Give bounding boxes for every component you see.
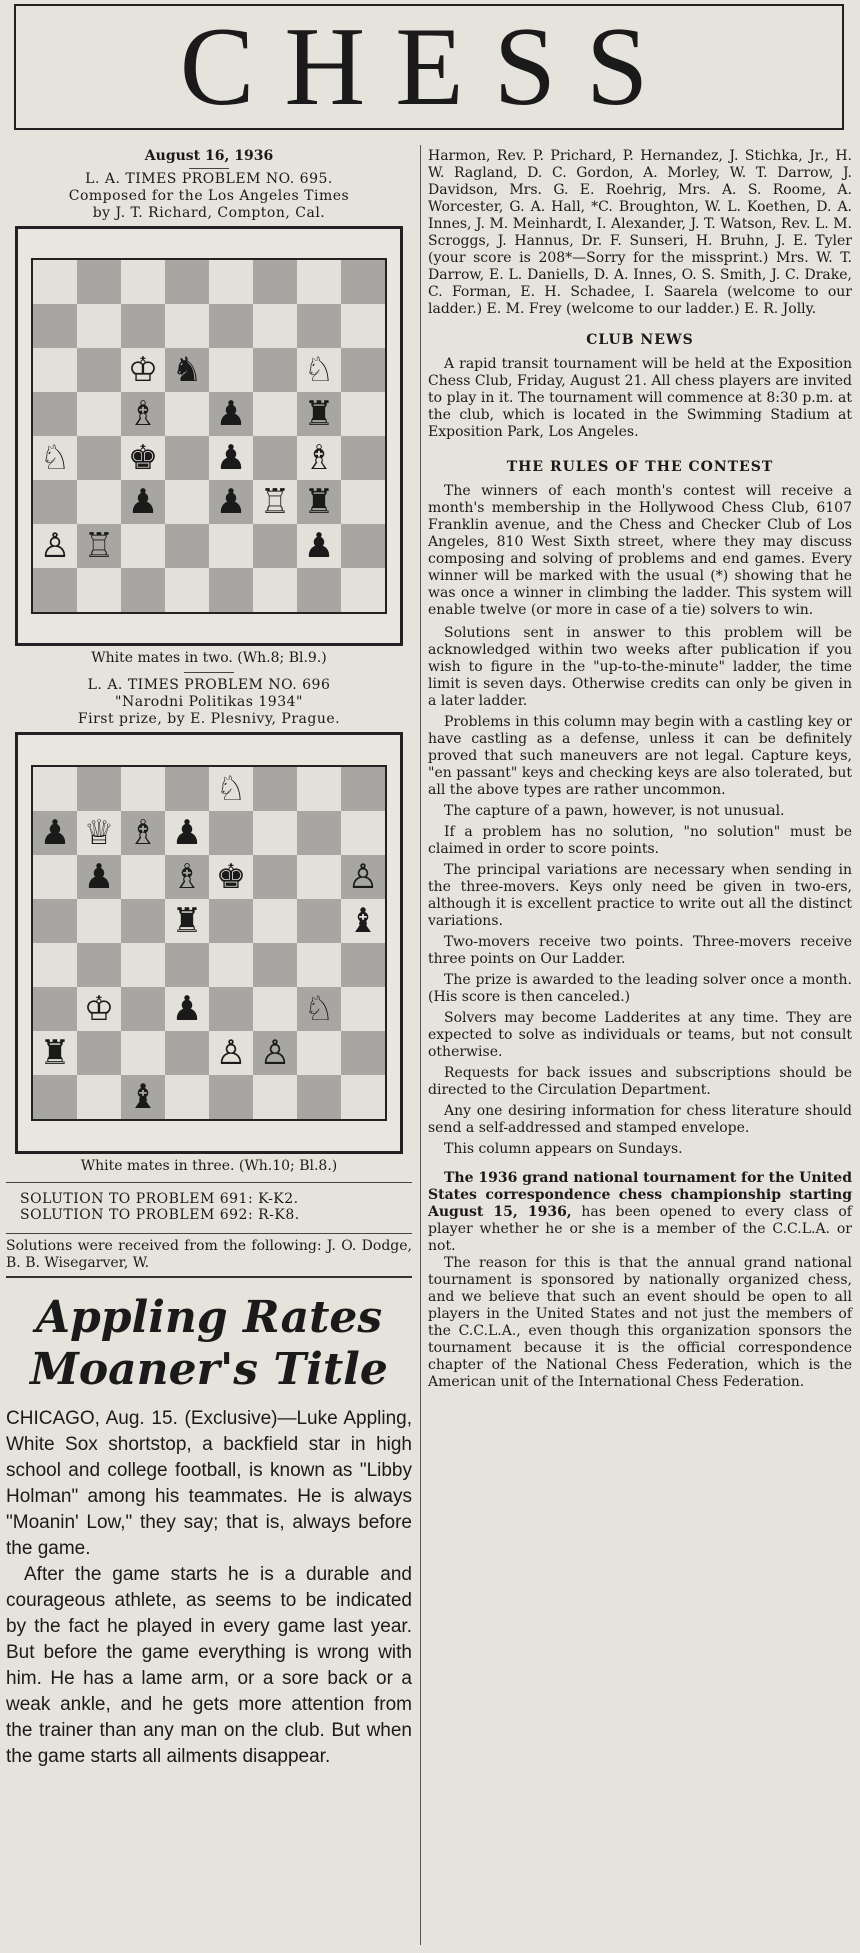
white-knight-icon: ♘ bbox=[297, 987, 341, 1031]
article-paragraph-2: After the game starts he is a durable and courageous athlete, as seems to be indicated by the fact he played in every game last year. But before the game everything is wrong with him. He has a lame arm, or a sore back or a weak ankle, and he gets more attention from the trainer than any man on the club. But when the game starts all ailments disappear. bbox=[6, 1564, 412, 1767]
light-square bbox=[77, 304, 121, 348]
black-bishop-icon: ♝ bbox=[341, 899, 385, 943]
dark-square bbox=[165, 1031, 209, 1075]
light-square bbox=[121, 1031, 165, 1075]
dark-square bbox=[77, 260, 121, 304]
white-pawn-icon: ♙ bbox=[341, 855, 385, 899]
rules-paragraph-1: The winners of each month's contest will receive a month's membership in the Hollywood Chess Club, 6107 Franklin avenue, and the Chess and Checker Club of Los Angeles, 810 West Sixth street, where they may discuss composing and solving of problems and end games. Every winner will be marked with the usual (*) showing that he was once a winner in climbing the ladder. This system will enable twelve (or more in case of a tie) solvers to win. bbox=[428, 483, 852, 618]
black-rook-icon: ♜ bbox=[297, 480, 341, 524]
light-square bbox=[341, 1075, 385, 1119]
light-square bbox=[297, 767, 341, 811]
dark-square bbox=[341, 436, 385, 480]
light-square bbox=[165, 568, 209, 612]
light-square bbox=[341, 987, 385, 1031]
light-square bbox=[253, 987, 297, 1031]
light-square bbox=[341, 568, 385, 612]
light-square bbox=[297, 855, 341, 899]
headline bbox=[6, 1292, 412, 1396]
problem-695-caption: White mates in two. (Wh.8; Bl.9.) bbox=[91, 650, 327, 666]
right-column bbox=[428, 148, 852, 1391]
light-square bbox=[33, 855, 77, 899]
dark-square bbox=[121, 899, 165, 943]
solutions-rule bbox=[6, 1182, 412, 1183]
light-square bbox=[165, 480, 209, 524]
white-bishop-icon: ♗ bbox=[297, 436, 341, 480]
dark-square bbox=[77, 767, 121, 811]
black-pawn-icon: ♟ bbox=[165, 811, 209, 855]
light-square bbox=[297, 943, 341, 987]
rules-title: THE RULES OF THE CONTEST bbox=[506, 459, 774, 475]
rules-paragraph-5: If a problem has no solution, "no solution" must be claimed in order to score points. bbox=[428, 824, 852, 857]
white-pawn-icon: ♙ bbox=[253, 1031, 297, 1075]
problem-695-diagram bbox=[15, 226, 403, 646]
light-square bbox=[121, 855, 165, 899]
club-news-text: A rapid transit tournament will be held at the Exposition Chess Club, Friday, August 21. All chess players are invited to play in it. The tournament will commence at 8:30 p.m. at the club, which is located in the Swimming Stadium at Exposition Park, Los Angeles. bbox=[428, 356, 852, 440]
light-square bbox=[209, 524, 253, 568]
date-rule bbox=[189, 168, 229, 169]
black-king-icon: ♚ bbox=[209, 855, 253, 899]
white-rook-icon: ♖ bbox=[77, 524, 121, 568]
light-square bbox=[297, 260, 341, 304]
tournament-lead: The 1936 grand national tournament for the United States correspondence chess championship starting August 15, 1936, bbox=[428, 1170, 852, 1220]
problem-696-credit-1: "Narodni Politikas 1934" bbox=[115, 694, 303, 710]
light-square bbox=[121, 767, 165, 811]
dark-square bbox=[209, 987, 253, 1031]
solvers-list-continued: Harmon, Rev. P. Prichard, P. Hernandez, J. Stichka, Jr., H. W. Ragland, D. C. Gordon, A. Morley, W. T. Darrow, J. Davidson, Mrs. G. E. Roehrig, Mrs. A. S. Roome, A. Worcester, G. A. Hall, *C. Broughton, W. L. Koethen, D. A. Innes, J. M. Meinhardt, I. Alexander, J. T. Watson, Rev. L. M. Scroggs, J. Hannus, Dr. F. Sunseri, H. Bruhn, J. E. Tyler (your score is 208*—Sorry for the missprint.) Mrs. W. T. Darrow, E. L. Daniells, D. A. Innes, O. S. Smith, J. C. Drake, C. Forman, E. H. Schadee, I. Saarela (welcome to our ladder.) E. M. Frey (welcome to our ladder.) E. R. Jolly. bbox=[428, 148, 852, 317]
tournament-paragraph-1 bbox=[428, 1170, 852, 1255]
solution-692: SOLUTION TO PROBLEM 692: R-K8. bbox=[20, 1207, 300, 1223]
light-square bbox=[77, 480, 121, 524]
left-column bbox=[6, 148, 412, 1770]
light-square bbox=[165, 304, 209, 348]
dark-square bbox=[121, 568, 165, 612]
dark-square bbox=[253, 767, 297, 811]
light-square bbox=[253, 568, 297, 612]
white-bishop-icon: ♗ bbox=[121, 392, 165, 436]
dark-square bbox=[121, 987, 165, 1031]
light-square bbox=[253, 811, 297, 855]
dark-square bbox=[341, 1031, 385, 1075]
dark-square bbox=[341, 348, 385, 392]
dark-square bbox=[297, 899, 341, 943]
light-square bbox=[253, 392, 297, 436]
light-square bbox=[33, 943, 77, 987]
problem-696-credit-2: First prize, by E. Plesnivy, Prague. bbox=[77, 711, 341, 727]
light-square bbox=[33, 767, 77, 811]
rules-paragraph-8: The prize is awarded to the leading solver once a month. (His score is then canceled.) bbox=[428, 972, 852, 1005]
masthead-title: CHESS bbox=[179, 5, 679, 129]
rules-paragraph-4: The capture of a pawn, however, is not unusual. bbox=[444, 803, 785, 819]
dark-square bbox=[341, 260, 385, 304]
light-square bbox=[77, 568, 121, 612]
light-square bbox=[341, 480, 385, 524]
column-rule bbox=[420, 145, 421, 1945]
black-pawn-icon: ♟ bbox=[33, 811, 77, 855]
black-pawn-icon: ♟ bbox=[77, 855, 121, 899]
dark-square bbox=[77, 348, 121, 392]
black-knight-icon: ♞ bbox=[165, 348, 209, 392]
dark-square bbox=[121, 304, 165, 348]
dark-square bbox=[77, 943, 121, 987]
white-king-icon: ♔ bbox=[77, 987, 121, 1031]
light-square bbox=[341, 304, 385, 348]
dark-square bbox=[165, 767, 209, 811]
appling-article bbox=[6, 1406, 412, 1770]
light-square bbox=[253, 899, 297, 943]
rules-paragraph-2: Solutions sent in answer to this problem will be acknowledged within two weeks after publication if you wish to figure in the "up-to-the-minute" ladder, the time limit is seven days. Otherwise credits can only be given in a later ladder. bbox=[428, 625, 852, 709]
article-paragraph-1: CHICAGO, Aug. 15. (Exclusive)—Luke Appling, White Sox shortstop, a backfield star in high school and college football, is known as "Libby Holman" among his teammates. He is always "Moanin' Low," they say; that is, always before the game. bbox=[6, 1408, 412, 1559]
problem-695-credit-2: by J. T. Richard, Compton, Cal. bbox=[92, 205, 326, 221]
dark-square bbox=[33, 899, 77, 943]
problem-696-diagram bbox=[15, 732, 403, 1154]
solvers-list-intro: Solutions were received from the following: J. O. Dodge, B. B. Wisegarver, W. bbox=[6, 1238, 412, 1278]
issue-date: August 16, 1936 bbox=[144, 148, 274, 164]
rules-paragraph-12: This column appears on Sundays. bbox=[444, 1141, 683, 1157]
dark-square bbox=[297, 1075, 341, 1119]
dark-square bbox=[297, 568, 341, 612]
white-bishop-icon: ♗ bbox=[165, 855, 209, 899]
black-pawn-icon: ♟ bbox=[121, 480, 165, 524]
rules-paragraph-10: Requests for back issues and subscriptions should be directed to the Circulation Department. bbox=[428, 1065, 852, 1098]
light-square bbox=[341, 392, 385, 436]
black-pawn-icon: ♟ bbox=[209, 392, 253, 436]
rules-paragraph-7: Two-movers receive two points. Three-movers receive three points on Our Ladder. bbox=[428, 934, 852, 967]
rules-paragraph-9: Solvers may become Ladderites at any time. They are expected to solve as individuals or teams, but not consult otherwise. bbox=[428, 1010, 852, 1060]
club-news-title: CLUB NEWS bbox=[586, 332, 694, 348]
problem-696-heading: L. A. TIMES PROBLEM NO. 696 bbox=[87, 677, 331, 693]
light-square bbox=[121, 943, 165, 987]
black-pawn-icon: ♟ bbox=[297, 524, 341, 568]
light-square bbox=[209, 260, 253, 304]
light-square bbox=[121, 260, 165, 304]
light-square bbox=[297, 1031, 341, 1075]
dark-square bbox=[33, 1075, 77, 1119]
white-pawn-icon: ♙ bbox=[33, 524, 77, 568]
light-square bbox=[341, 811, 385, 855]
dark-square bbox=[165, 524, 209, 568]
dark-square bbox=[297, 811, 341, 855]
problem-695-heading: L. A. TIMES PROBLEM NO. 695. bbox=[85, 171, 333, 187]
dark-square bbox=[297, 304, 341, 348]
light-square bbox=[33, 348, 77, 392]
light-square bbox=[209, 943, 253, 987]
dark-square bbox=[77, 1031, 121, 1075]
dark-square bbox=[253, 260, 297, 304]
dark-square bbox=[253, 524, 297, 568]
dark-square bbox=[341, 943, 385, 987]
black-rook-icon: ♜ bbox=[165, 899, 209, 943]
masthead bbox=[14, 4, 844, 130]
dark-square bbox=[253, 436, 297, 480]
chessboard-696 bbox=[31, 765, 387, 1121]
headline-line-1: Appling Rates bbox=[35, 1292, 383, 1343]
light-square bbox=[33, 260, 77, 304]
headline-line-2: Moaner's Title bbox=[30, 1344, 388, 1395]
dark-square bbox=[77, 436, 121, 480]
black-bishop-icon: ♝ bbox=[121, 1075, 165, 1119]
dark-square bbox=[341, 524, 385, 568]
dark-square bbox=[209, 304, 253, 348]
white-king-icon: ♔ bbox=[121, 348, 165, 392]
light-square bbox=[253, 304, 297, 348]
black-pawn-icon: ♟ bbox=[165, 987, 209, 1031]
dark-square bbox=[341, 767, 385, 811]
dark-square bbox=[209, 1075, 253, 1119]
dark-square bbox=[33, 304, 77, 348]
dark-square bbox=[165, 436, 209, 480]
black-rook-icon: ♜ bbox=[33, 1031, 77, 1075]
white-knight-icon: ♘ bbox=[297, 348, 341, 392]
light-square bbox=[165, 1075, 209, 1119]
light-square bbox=[77, 392, 121, 436]
white-queen-icon: ♕ bbox=[77, 811, 121, 855]
white-bishop-icon: ♗ bbox=[121, 811, 165, 855]
light-square bbox=[165, 392, 209, 436]
white-rook-icon: ♖ bbox=[253, 480, 297, 524]
solvers-rule bbox=[6, 1233, 412, 1234]
dark-square bbox=[33, 480, 77, 524]
dark-square bbox=[165, 943, 209, 987]
white-knight-icon: ♘ bbox=[209, 767, 253, 811]
light-square bbox=[209, 348, 253, 392]
dark-square bbox=[33, 392, 77, 436]
dark-square bbox=[253, 348, 297, 392]
dark-square bbox=[209, 568, 253, 612]
rules-paragraph-3: Problems in this column may begin with a castling key or have castling as a defense, unless it can be definitely proved that such maneuvers are not legal. Capture keys, "en passant" keys and checking keys are also tolerated, but all the above types are rather uncommon. bbox=[428, 714, 852, 798]
black-pawn-icon: ♟ bbox=[209, 436, 253, 480]
solution-691: SOLUTION TO PROBLEM 691: K-K2. bbox=[20, 1191, 299, 1207]
dark-square bbox=[253, 943, 297, 987]
light-square bbox=[77, 1075, 121, 1119]
chessboard-695 bbox=[31, 258, 387, 614]
tournament-rest: has been opened to every class of player whether he or she is a member of the C.C.L.A. or not. bbox=[428, 1204, 852, 1254]
dark-square bbox=[33, 568, 77, 612]
tournament-paragraph-2: The reason for this is that the annual grand national tournament is sponsored by nationally organized chess, and we believe that such an event should be open to all players in the United States and not just the members of the C.C.L.A., even though this organization sponsors the tournament because it is the official correspondence chapter of the National Chess Federation, which is the American unit of the International Chess Federation. bbox=[428, 1255, 852, 1390]
light-square bbox=[77, 899, 121, 943]
rules-paragraph-6: The principal variations are necessary when sending in the three-movers. Keys only need be given in two-ers, although it is excellent practice to write out all the distinct variations. bbox=[428, 862, 852, 929]
black-king-icon: ♚ bbox=[121, 436, 165, 480]
problem-695-credit-1: Composed for the Los Angeles Times bbox=[68, 188, 350, 204]
light-square bbox=[253, 1075, 297, 1119]
dark-square bbox=[209, 899, 253, 943]
dark-square bbox=[253, 855, 297, 899]
caption-rule bbox=[184, 672, 234, 673]
dark-square bbox=[209, 811, 253, 855]
light-square bbox=[121, 524, 165, 568]
white-knight-icon: ♘ bbox=[33, 436, 77, 480]
dark-square bbox=[33, 987, 77, 1031]
white-pawn-icon: ♙ bbox=[209, 1031, 253, 1075]
rules-paragraph-11: Any one desiring information for chess literature should send a self-addressed and stamped envelope. bbox=[428, 1103, 852, 1136]
problem-696-caption: White mates in three. (Wh.10; Bl.8.) bbox=[80, 1158, 338, 1174]
black-rook-icon: ♜ bbox=[297, 392, 341, 436]
black-pawn-icon: ♟ bbox=[209, 480, 253, 524]
dark-square bbox=[165, 260, 209, 304]
